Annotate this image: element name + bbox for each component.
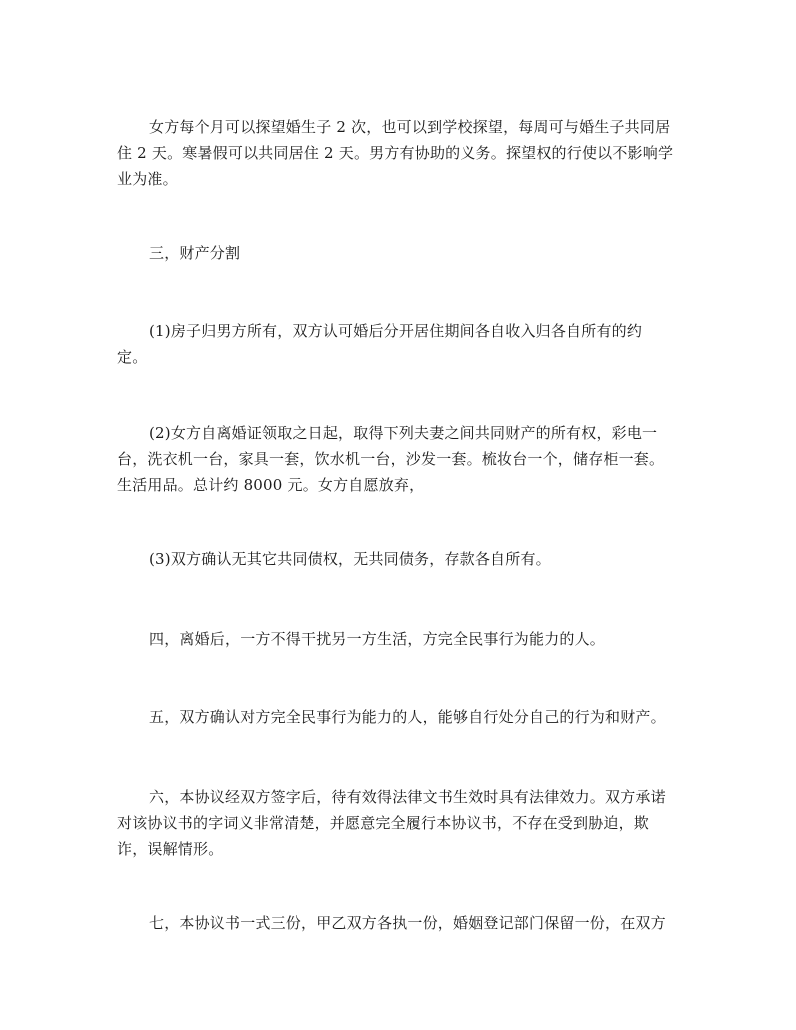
text-line: (1)房子归男方所有，双方认可婚后分开居住期间各自收入归各自所有的约 bbox=[149, 322, 643, 340]
text-line: 四，离婚后，一方不得干扰另一方生活，方完全民事行为能力的人。 bbox=[149, 630, 606, 648]
text-line: 三，财产分割 bbox=[149, 244, 241, 262]
text-line: 住 2 天。寒暑假可以共同居住 2 天。男方有协助的义务。探望权的行使以不影响学 bbox=[117, 144, 674, 162]
text-line: 对该协议书的字词义非常清楚，并愿意完全履行本协议书，不存在受到胁迫，欺 bbox=[117, 814, 650, 832]
paragraph-clause-five bbox=[117, 704, 685, 730]
text-line: 诈，误解情形。 bbox=[117, 840, 224, 858]
paragraph-clause-seven bbox=[117, 910, 685, 936]
paragraph-clause-six bbox=[117, 784, 685, 862]
text-line: (2)女方自离婚证领取之日起，取得下列夫妻之间共同财产的所有权，彩电一 bbox=[149, 424, 658, 442]
text-line: 五，双方确认对方完全民事行为能力的人，能够自行处分自己的行为和财产。 bbox=[149, 708, 666, 726]
paragraph-visitation-rights bbox=[117, 114, 685, 192]
paragraph-property-item-2 bbox=[117, 420, 685, 498]
text-line: 业为准。 bbox=[117, 170, 178, 188]
text-line: 定。 bbox=[117, 348, 148, 366]
text-line: 生活用品。总计约 8000 元。女方自愿放弃， bbox=[117, 476, 425, 494]
text-line: 七，本协议书一式三份，甲乙双方各执一份，婚姻登记部门保留一份，在双方 bbox=[149, 914, 666, 932]
text-line: 台，洗衣机一台，家具一套，饮水机一台，沙发一套。梳妆台一个，储存柜一套。 bbox=[117, 450, 665, 468]
paragraph-property-item-3 bbox=[117, 546, 685, 572]
text-line: 女方每个月可以探望婚生子 2 次，也可以到学校探望，每周可与婚生子共同居 bbox=[149, 118, 671, 136]
paragraph-clause-four bbox=[117, 626, 685, 652]
text-line: 六，本协议经双方签字后，待有效得法律文书生效时具有法律效力。双方承诺 bbox=[149, 788, 666, 806]
paragraph-property-item-1 bbox=[117, 318, 685, 370]
text-line: (3)双方确认无其它共同债权，无共同债务，存款各自所有。 bbox=[149, 550, 551, 568]
section-heading-property-division bbox=[117, 240, 685, 266]
